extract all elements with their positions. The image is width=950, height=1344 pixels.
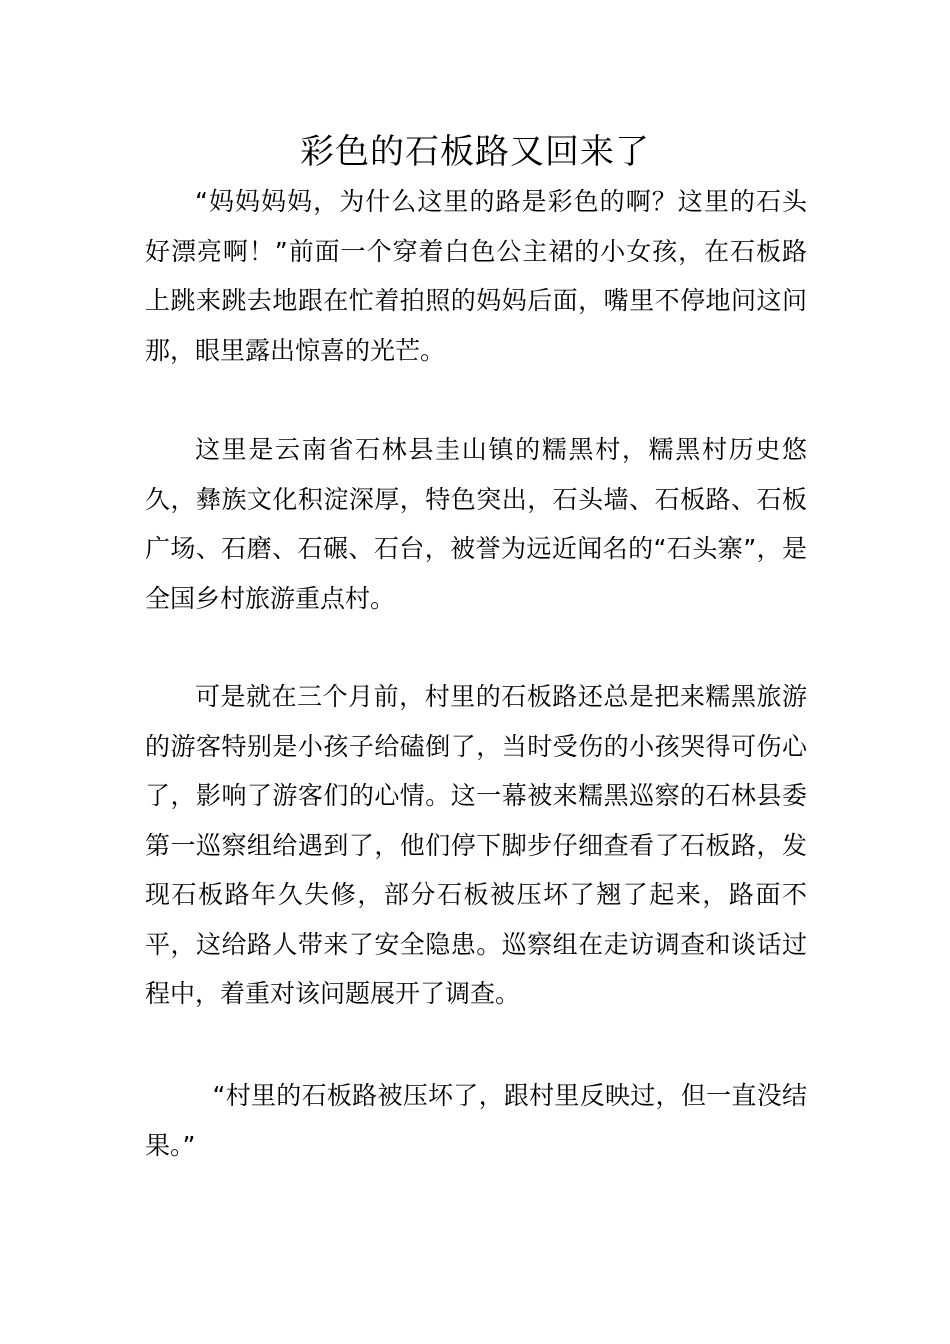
paragraph-2: 这里是云南省石林县圭山镇的糯黑村，糯黑村历史悠久，彝族文化积淀深厚，特色突出，石头墙、石板路、石板广场、石磨、石碾、石台，被誉为远近闻名的“石头寨”，是全国乡村旅游重点村。 <box>145 435 807 613</box>
paragraph-4: “村里的石板路被压坏了，跟村里反映过，但一直没结果。” <box>145 1081 807 1160</box>
paragraph-1: “妈妈妈妈，为什么这里的路是彩色的啊？这里的石头好漂亮啊！”前面一个穿着白色公主裙的小女孩，在石板路上跳来跳去地跟在忙着拍照的妈妈后面，嘴里不停地问这问那，眼里露出惊喜的光芒。 <box>145 187 807 365</box>
document-title: 彩色的石板路又回来了 <box>300 132 650 172</box>
paragraph-3: 可是就在三个月前，村里的石板路还总是把来糯黑旅游的游客特别是小孩子给磕倒了，当时受伤的小孩哭得可伤心了，影响了游客们的心情。这一幕被来糯黑巡察的石林县委第一巡察组给遇到了，他们停下脚步仔细查看了石板路，发现石板路年久失修，部分石板被压坏了翘了起来，路面不平，这给路人带来了安全隐患。巡察组在走访调查和谈话过程中，着重对该问题展开了调查。 <box>145 682 807 1008</box>
